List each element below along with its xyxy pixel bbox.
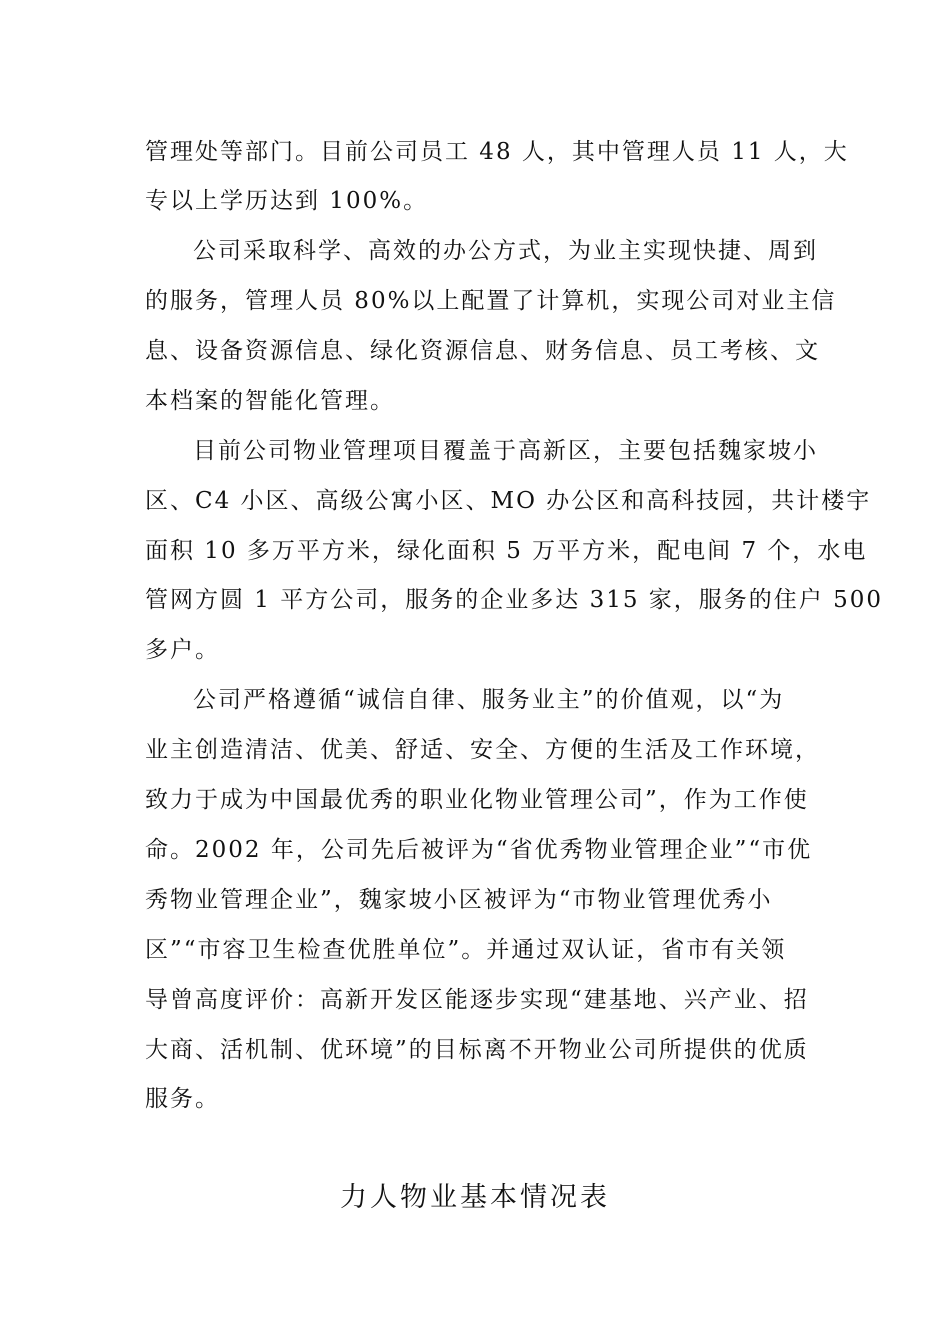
paragraph-4-line-2: 业主创造清洁、优美、舒适、安全、方便的生活及工作环境， bbox=[145, 737, 820, 763]
paragraph-4-line-9: 服务。 bbox=[145, 1086, 220, 1112]
paragraph-2-line-3: 息、设备资源信息、绿化资源信息、财务信息、员工考核、文 bbox=[145, 338, 820, 364]
paragraph-3-line-2: 区、C4 小区、高级公寓小区、MO 办公区和高科技园，共计楼宇 bbox=[145, 488, 872, 514]
paragraph-3-line-3: 面积 10 多万平方米，绿化面积 5 万平方米，配电间 7 个，水电 bbox=[145, 538, 868, 564]
paragraph-2-line-4: 本档案的智能化管理。 bbox=[145, 388, 395, 414]
paragraph-2-line-1: 公司采取科学、高效的办公方式，为业主实现快捷、周到 bbox=[193, 238, 818, 264]
paragraph-2-line-2: 的服务，管理人员 80%以上配置了计算机，实现公司对业主信 bbox=[145, 288, 837, 314]
paragraph-3-line-1: 目前公司物业管理项目覆盖于高新区，主要包括魏家坡小 bbox=[193, 438, 818, 464]
paragraph-4-line-1: 公司严格遵循“诚信自律、服务业主”的价值观，以“为 bbox=[193, 687, 785, 713]
paragraph-3-line-5: 多户。 bbox=[145, 637, 220, 663]
paragraph-4-line-8: 大商、活机制、优环境”的目标离不开物业公司所提供的优质 bbox=[145, 1037, 809, 1063]
paragraph-4-line-7: 导曾高度评价：高新开发区能逐步实现“建基地、兴产业、招 bbox=[145, 987, 809, 1013]
paragraph-4-line-6: 区”“市容卫生检查优胜单位”。并通过双认证，省市有关领 bbox=[145, 937, 787, 963]
paragraph-1-line-2: 专以上学历达到 100%。 bbox=[145, 188, 429, 214]
paragraph-4-line-5: 秀物业管理企业”，魏家坡小区被评为“市物业管理优秀小 bbox=[145, 887, 773, 913]
paragraph-4-line-4: 命。2002 年，公司先后被评为“省优秀物业管理企业”“市优 bbox=[145, 837, 813, 863]
paragraph-1-line-1: 管理处等部门。目前公司员工 48 人，其中管理人员 11 人，大 bbox=[145, 139, 849, 165]
table-title: 力人物业基本情况表 bbox=[340, 1182, 610, 1213]
paragraph-3-line-4: 管网方圆 1 平方公司，服务的企业多达 315 家，服务的住户 500 bbox=[145, 587, 883, 613]
paragraph-4-line-3: 致力于成为中国最优秀的职业化物业管理公司”，作为工作使 bbox=[145, 787, 809, 813]
